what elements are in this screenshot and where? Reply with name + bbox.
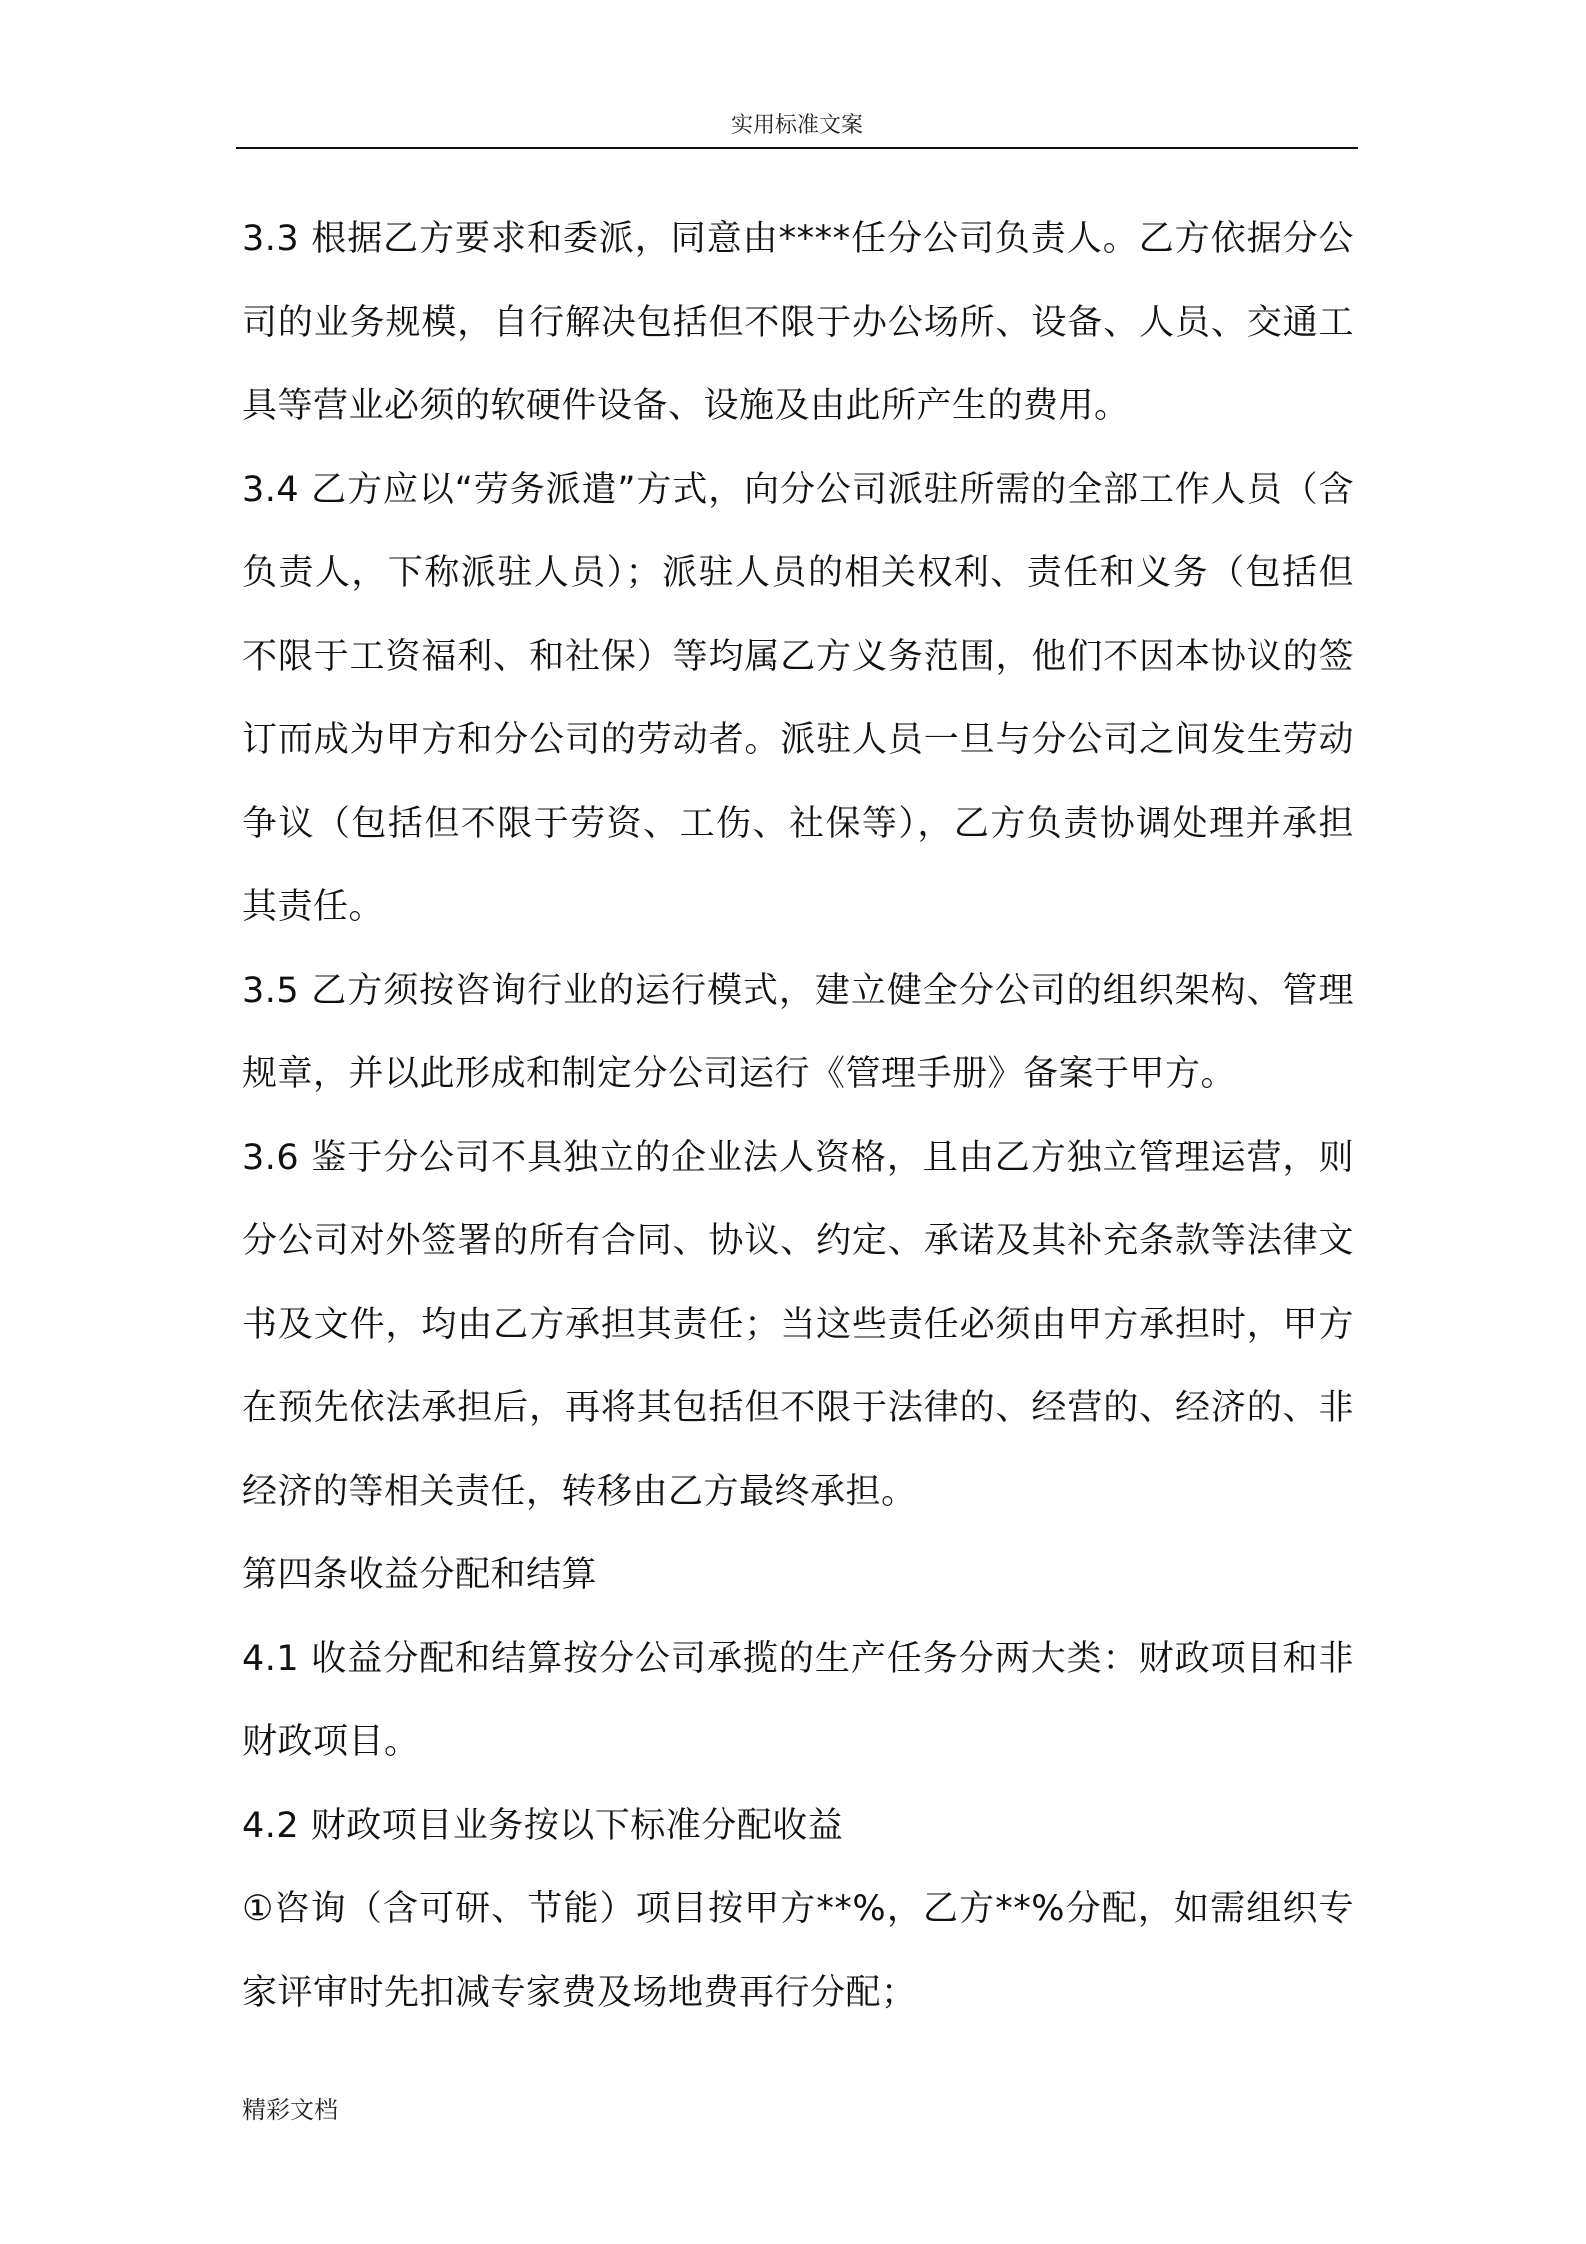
clause-4-2: 4.2 财政项目业务按以下标准分配收益 [242, 1805, 844, 1846]
section-heading-article-4: 第四条收益分配和结算 [242, 1555, 598, 1595]
clause-3-4: 3.4 乙方应以“劳务派遣”方式，向分公司派驻所需的全部工作人员（含负责人，下称派驻人员）；派驻人员的相关权利、责任和义务（包括但不限于工资福利、和社保）等均属乙方义务范围，他们不因本协议的签订而成为甲方和分公司的劳动者。派驻人员一旦与分公司之间发生劳动争议（包括但不限于劳资、工伤、社保等），乙方负责协调处理并承担其责任。 [242, 469, 1354, 927]
clause-3-5: 3.5 乙方须按咨询行业的运行模式，建立健全分公司的组织架构、管理规章，并以此形成和制定分公司运行《管理手册》备案于甲方。 [242, 970, 1354, 1094]
document-body [242, 198, 1354, 2035]
page-footer-text: 精彩文档 [242, 2096, 338, 2124]
clause-3-6: 3.6 鉴于分公司不具独立的企业法人资格，且由乙方独立管理运营，则分公司对外签署的所有合同、协议、约定、承诺及其补充条款等法律文书及文件，均由乙方承担其责任；当这些责任必须由甲方承担时，甲方在预先依法承担后，再将其包括但不限于法律的、经营的、经济的、非经济的等相关责任，转移由乙方最终承担。 [242, 1137, 1354, 1512]
page-header-title: 实用标准文案 [730, 113, 863, 138]
clause-4-1: 4.1 收益分配和结算按分公司承揽的生产任务分两大类：财政项目和非财政项目。 [242, 1638, 1354, 1762]
header-divider [236, 147, 1358, 149]
clause-3-3: 3.3 根据乙方要求和委派，同意由****任分公司负责人。乙方依据分公司的业务规模，自行解决包括但不限于办公场所、设备、人员、交通工具等营业必须的软硬件设备、设施及由此所产生的费用。 [242, 219, 1354, 426]
clause-4-2-item-1: ①咨询（含可研、节能）项目按甲方**%，乙方**%分配，如需组织专家评审时先扣减专家费及场地费再行分配； [242, 1889, 1354, 2013]
